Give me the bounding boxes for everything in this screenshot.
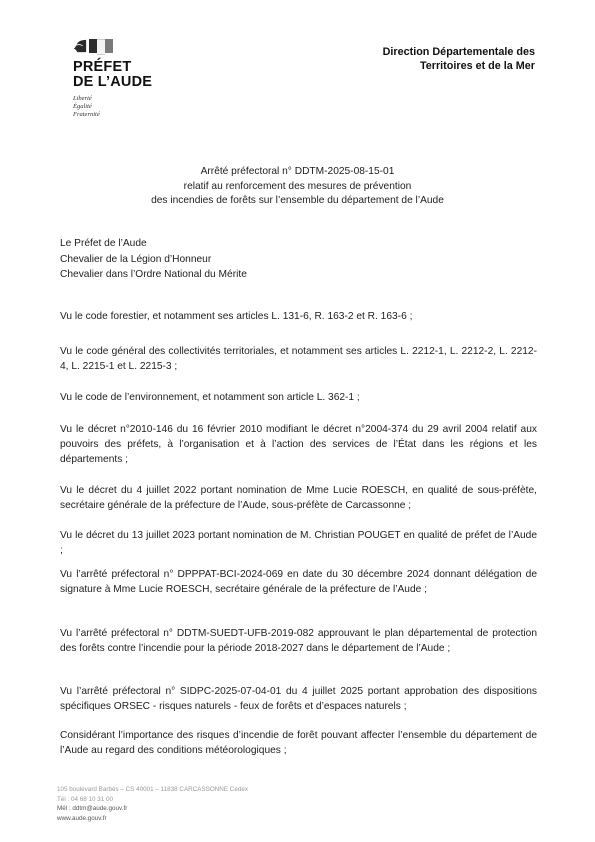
visa-paragraph: Vu le décret n°2010-146 du 16 février 2010 modifiant le décret n°2004-374 du 29 avril 2004 relatif aux pouvoirs des préfets, à l’organisation et à l’action des services de l’État dans les régions et les départements ;	[60, 424, 537, 466]
logo-text-aude: DE L’AUDE	[73, 74, 153, 90]
visa-paragraph: Vu l’arrêté préfectoral n° DDTM-SUEDT-UFB-2019-082 approuvant le plan départemental de protection des forêts contre l’incendie pour la période 2018-2027 dans le département de l’Aude ;	[60, 628, 537, 655]
direction-line-2: Territoires et de la Mer	[419, 60, 535, 72]
footer-address: 105 boulevard Barbès – CS 40001 – 11838 CARCASSONNE Cedex	[57, 786, 249, 793]
prefet-title-line: Le Préfet de l’Aude	[60, 238, 147, 249]
devise-liberte: Liberté	[73, 95, 92, 102]
prefet-title-line: Chevalier dans l’Ordre National du Mérite	[60, 269, 247, 280]
prefet-logo	[73, 38, 193, 119]
marianne-profile-icon	[73, 38, 87, 54]
devise-fraternite: Fraternité	[73, 111, 100, 118]
visa-paragraph: Vu le code de l’environnement, et notamment son article L. 362-1 ;	[60, 392, 360, 403]
tricolore-stripes	[89, 39, 113, 53]
direction-header	[383, 45, 535, 73]
visa-paragraph: Vu le code forestier, et notamment ses articles L. 131-6, R. 163-2 et R. 163-6 ;	[60, 311, 413, 322]
visa-paragraph: Vu l’arrêté préfectoral n° SIDPC-2025-07-04-01 du 4 juillet 2025 portant approbation des dispositions spécifiques ORSEC - risques naturels - feux de forêts et d’espaces naturels ;	[60, 686, 537, 713]
visa-paragraph: Vu le décret du 4 juillet 2022 portant nomination de Mme Lucie ROESCH, en qualité de sous-préfète, secrétaire générale de la préfecture de l’Aude, sous-préfète de Carcassonne ;	[60, 485, 537, 512]
footer-website: www.aude.gouv.fr	[57, 814, 107, 822]
visa-paragraph: Vu le décret du 13 juillet 2023 portant nomination de M. Christian POUGET en qualité de préfet de l’Aude ;	[60, 530, 537, 557]
logo-text-prefet: PRÉFET	[73, 59, 132, 75]
considerant-paragraph: Considérant l’importance des risques d’incendie de forêt pouvant affecter l’ensemble du département de l’Aude au regard des conditions météorologiques ;	[60, 730, 537, 757]
arrete-subject-2: des incendies de forêts sur l’ensemble du département de l’Aude	[151, 195, 444, 206]
arrete-number: Arrêté préfectoral n° DDTM-2025-08-15-01	[200, 166, 395, 177]
visa-paragraph: Vu le code général des collectivités territoriales, et notamment ses articles L. 2212-1, L. 2212-2, L. 2212-4, L. 2215-1 et L. 2215-3 ;	[60, 346, 537, 373]
arrete-title	[60, 165, 535, 209]
footer-tel: Tél : 04 68 10 31 00	[57, 795, 114, 803]
prefet-title-line: Chevalier de la Légion d’Honneur	[60, 253, 212, 265]
visa-paragraph: Vu l’arrêté préfectoral n° DPPPAT-BCI-2024-069 en date du 30 décembre 2024 donnant délégation de signature à Mme Lucie ROESCH, secrétaire générale de la préfecture de l’Aude ;	[60, 569, 537, 596]
devise	[73, 95, 193, 119]
direction-line-1: Direction Départementale des	[382, 46, 535, 58]
prefet-titles	[60, 236, 247, 283]
footer-contact	[57, 785, 248, 823]
marianne-flag-icon	[73, 38, 113, 55]
arrete-subject-1: relatif au renforcement des mesures de prévention	[183, 180, 412, 192]
devise-egalite: Égalité	[73, 103, 92, 110]
footer-email: Mél : ddtm@aude.gouv.fr	[57, 805, 128, 812]
